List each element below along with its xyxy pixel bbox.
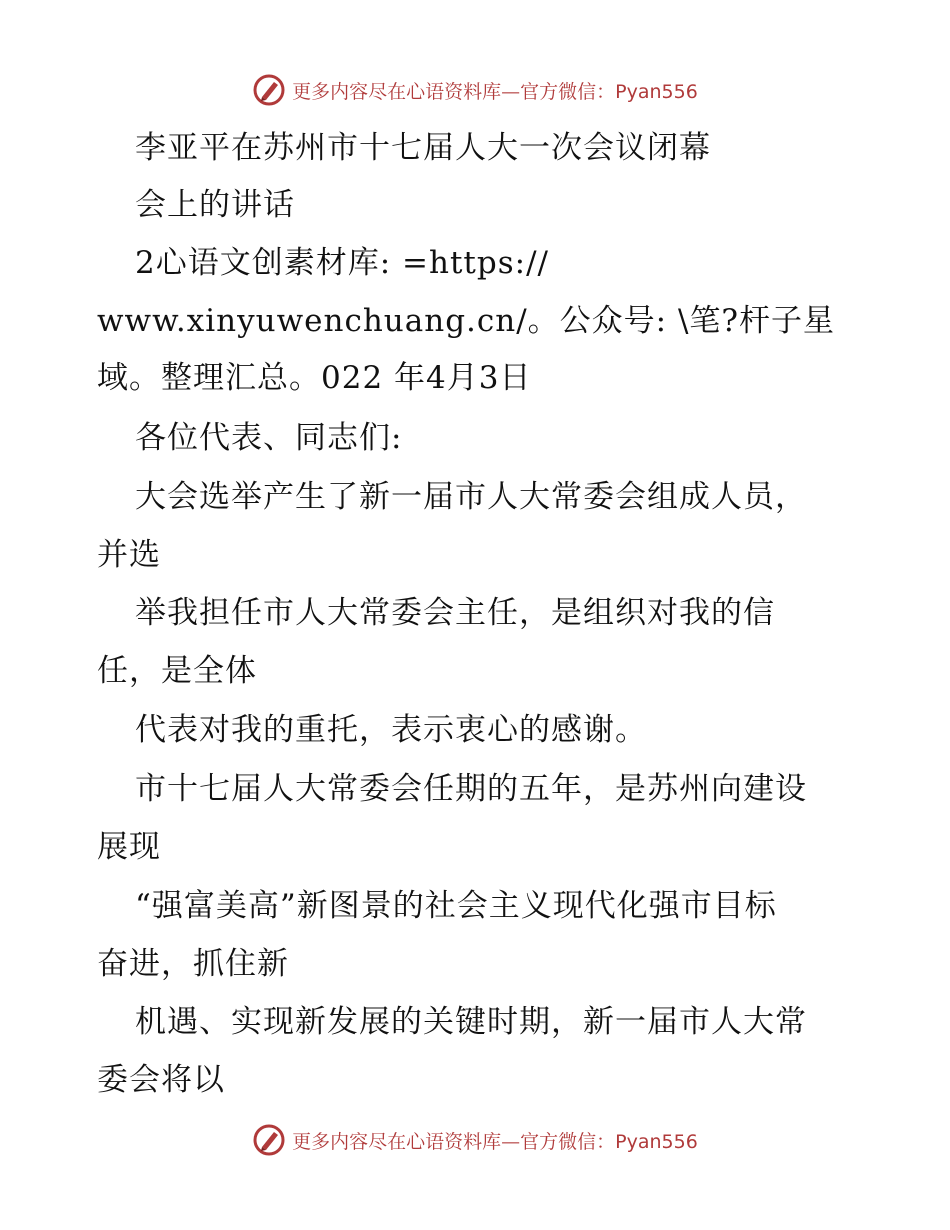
doc-paragraph-line: 任，是全体 — [97, 653, 257, 689]
doc-greeting: 各位代表、同志们: — [135, 420, 403, 456]
watermark-text-bottom: 更多内容尽在心语资料库—官方微信：Pyan556 — [292, 1130, 698, 1153]
doc-paragraph-line: 奋进，抓住新 — [97, 946, 289, 982]
doc-title-line-2: 会上的讲话 — [135, 187, 295, 223]
doc-source-line-2: www.xinyuwenchuang.cn/。公众号: \笔?杆子星 — [97, 303, 836, 339]
doc-paragraph-line: 市十七届人大常委会任期的五年，是苏州向建设 — [135, 771, 807, 807]
doc-paragraph-line: 委会将以 — [97, 1062, 225, 1098]
doc-paragraph-line: 大会选举产生了新一届市人大常委会组成人员， — [135, 479, 807, 515]
doc-title-line-1: 李亚平在苏州市十七届人大一次会议闭幕 — [135, 130, 711, 166]
doc-paragraph-line: 举我担任市人大常委会主任，是组织对我的信 — [135, 595, 775, 631]
doc-paragraph-line: 代表对我的重托，表示衷心的感谢。 — [135, 712, 647, 748]
doc-paragraph-line: 机遇、实现新发展的关键时期，新一届市人大常 — [135, 1004, 807, 1040]
watermark-banner-top — [0, 70, 950, 110]
watermark-banner-bottom — [0, 1120, 950, 1160]
pen-logo-icon — [252, 73, 286, 107]
doc-date-line: 域。整理汇总。022 年4月3日 — [97, 360, 532, 396]
watermark-text-top: 更多内容尽在心语资料库—官方微信：Pyan556 — [292, 80, 698, 103]
doc-paragraph-line: 并选 — [97, 537, 161, 573]
doc-source-line-1: 2心语文创素材库: =https:// — [135, 245, 549, 281]
doc-paragraph-line: 展现 — [97, 829, 161, 865]
doc-paragraph-line: “强富美高”新图景的社会主义现代化强市目标 — [135, 888, 777, 924]
pen-logo-icon — [252, 1123, 286, 1157]
